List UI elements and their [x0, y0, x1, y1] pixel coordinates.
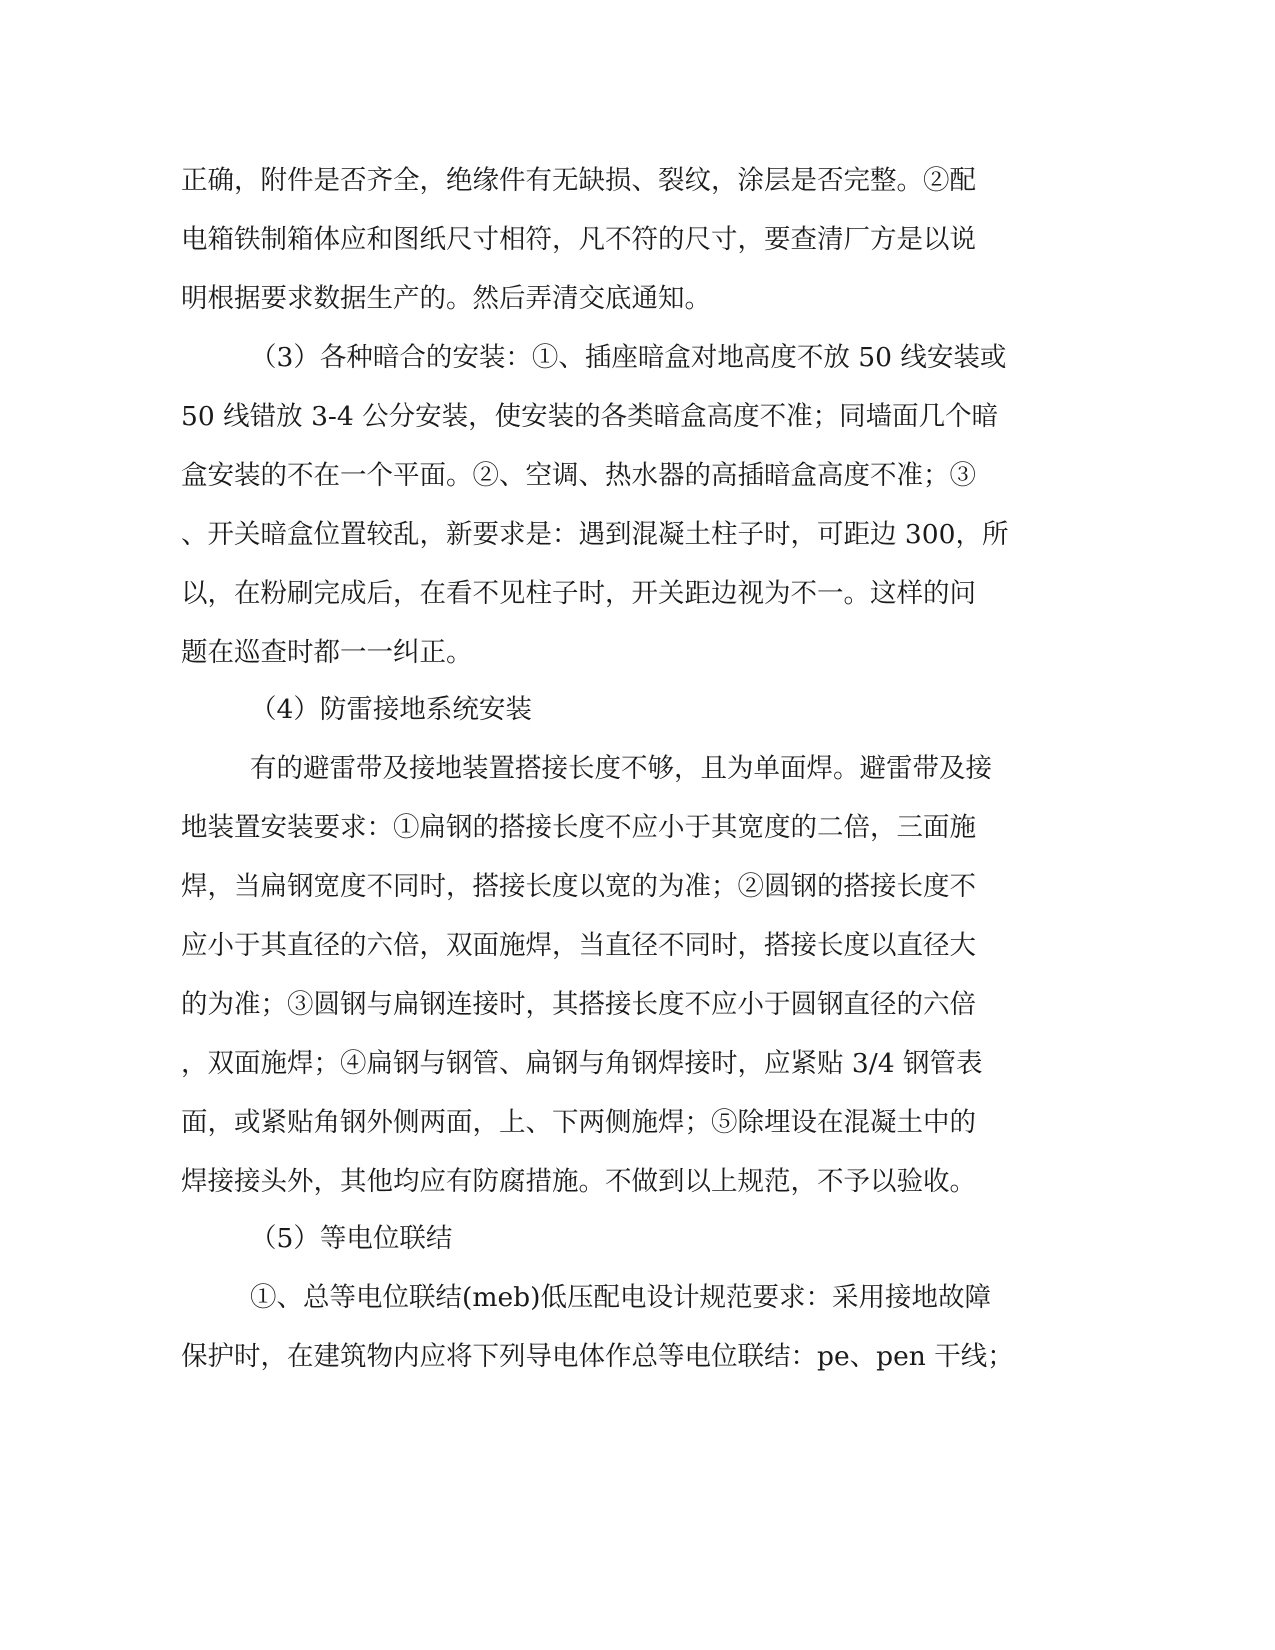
section-heading: （5）等电位联结	[250, 1223, 453, 1254]
text-line: 应小于其直径的六倍，双面施焊，当直径不同时，搭接长度以直径大	[181, 930, 976, 961]
text-line: ，双面施焊；④扁钢与钢管、扁钢与角钢焊接时，应紧贴 3/4 钢管表	[181, 1048, 983, 1079]
text-line: 题在巡查时都一一纠正。	[181, 637, 473, 668]
text-line: 的为准；③圆钢与扁钢连接时，其搭接长度不应小于圆钢直径的六倍	[181, 989, 976, 1020]
text-line: 有的避雷带及接地装置搭接长度不够，且为单面焊。避雷带及接	[250, 753, 992, 784]
text-line: 盒安装的不在一个平面。②、空调、热水器的高插暗盒高度不准；③	[181, 460, 976, 491]
text-line: 明根据要求数据生产的。然后弄清交底通知。	[181, 283, 711, 314]
text-line: 面，或紧贴角钢外侧两面，上、下两侧施焊；⑤除埋设在混凝土中的	[181, 1107, 976, 1138]
text-line: 以，在粉刷完成后，在看不见柱子时，开关距边视为不一。这样的问	[181, 578, 976, 609]
text-line: （3）各种暗合的安装：①、插座暗盒对地高度不放 50 线安装或	[250, 342, 1007, 373]
text-line: 、开关暗盒位置较乱，新要求是：遇到混凝土柱子时，可距边 300，所	[181, 519, 1009, 550]
text-line: ①、总等电位联结(meb)低压配电设计规范要求：采用接地故障	[250, 1282, 991, 1313]
text-line: 50 线错放 3-4 公分安装，使安装的各类暗盒高度不准；同墙面几个暗	[181, 401, 999, 432]
text-line: 电箱铁制箱体应和图纸尺寸相符，凡不符的尺寸，要查清厂方是以说	[181, 224, 976, 255]
text-line: 地装置安装要求：①扁钢的搭接长度不应小于其宽度的二倍，三面施	[181, 812, 976, 843]
text-line: 焊，当扁钢宽度不同时，搭接长度以宽的为准；②圆钢的搭接长度不	[181, 871, 976, 902]
text-line: 焊接接头外，其他均应有防腐措施。不做到以上规范，不予以验收。	[181, 1166, 976, 1197]
section-heading: （4）防雷接地系统安装	[250, 694, 532, 725]
text-line: 正确，附件是否齐全，绝缘件有无缺损、裂纹，涂层是否完整。②配	[181, 165, 976, 196]
text-line: 保护时，在建筑物内应将下列导电体作总等电位联结：pe、pen 干线；	[181, 1341, 1014, 1372]
